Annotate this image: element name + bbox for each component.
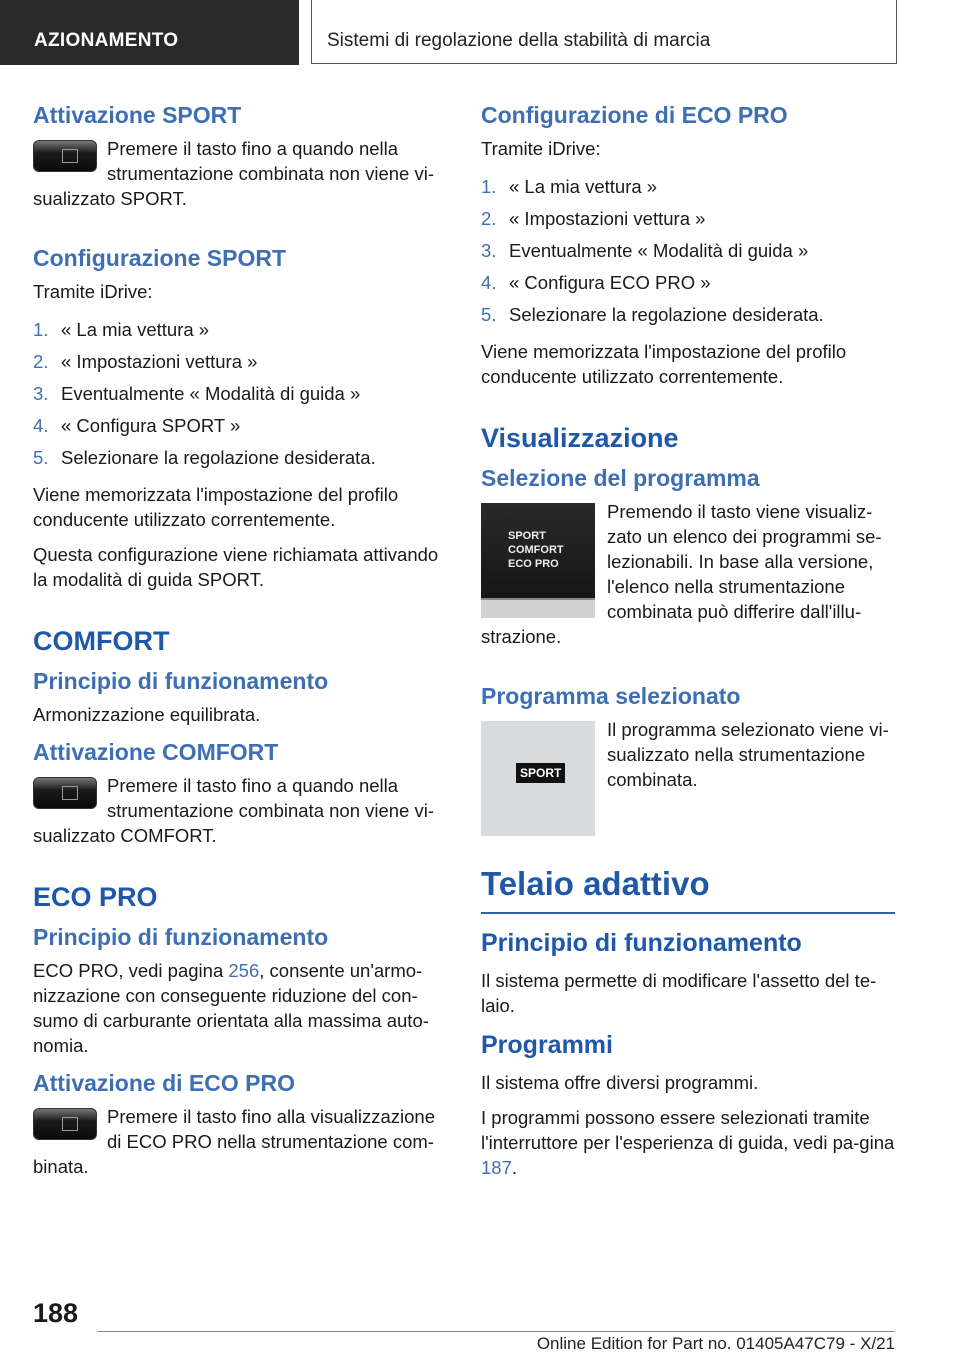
page-link-256[interactable]: 256 xyxy=(228,960,260,981)
page-link-187[interactable]: 187 xyxy=(481,1157,512,1178)
list-item: 2. « Impostazioni vettura » xyxy=(481,208,706,229)
left-column xyxy=(33,100,447,1189)
prog-sel-text: Il programma selezionato viene vi-sualizzato nella strumentazione combinata. xyxy=(607,719,889,790)
att-eco-text: Premere il tasto fino alla visualizzazione di ECO PRO nella strumentazione com-binata. xyxy=(33,1106,436,1177)
att-sport-block xyxy=(33,136,447,221)
list-item: 4. « Configura ECO PRO » xyxy=(481,272,711,293)
heading-attivazione-sport: Attivazione SPORT xyxy=(33,102,242,128)
att-comfort-block xyxy=(33,773,447,858)
heading-programmi: Programmi xyxy=(481,1031,613,1059)
heading-eco-pro: ECO PRO xyxy=(33,882,158,912)
via-idrive-text: Tramite iDrive: xyxy=(481,138,601,159)
list-item: 5. Selezionare la regolazione desiderata. xyxy=(481,304,824,325)
list-item: 5. Selezionare la regolazione desiderata. xyxy=(33,447,376,468)
heading-configurazione-sport: Configurazione SPORT xyxy=(33,245,286,271)
heading-attivazione-comfort: Attivazione COMFORT xyxy=(33,739,279,765)
heading-programma-selezionato: Programma selezionato xyxy=(481,683,741,709)
comfort-text: Armonizzazione equilibrata. xyxy=(33,704,261,725)
drive-mode-button-icon xyxy=(33,140,97,172)
telaio-text: Il sistema permette di modificare l'assetto del te-laio. xyxy=(481,970,877,1016)
programmi-text-2: I programmi possono essere selezionati tramite l'interruttore per l'esperienza di guida, vedi pa-gina 187. xyxy=(481,1107,895,1178)
sel-prog-block xyxy=(481,499,895,659)
drive-mode-button-icon xyxy=(33,1108,97,1140)
heading-attivazione-eco: Attivazione di ECO PRO xyxy=(33,1070,295,1096)
recall-text: Questa configurazione viene richiamata attivando la modalità di guida SPORT. xyxy=(33,544,439,590)
programmi-text-1: Il sistema offre diversi programmi. xyxy=(481,1072,759,1093)
list-item: 4. « Configura SPORT » xyxy=(33,415,241,436)
program-menu-image xyxy=(481,503,595,618)
menu-item-eco-pro: ECO PRO xyxy=(508,558,559,570)
drive-mode-button-icon xyxy=(33,777,97,809)
sport-tag: SPORT xyxy=(516,763,565,783)
heading-principio-eco: Principio di funzionamento xyxy=(33,924,329,950)
att-comfort-text: Premere il tasto fino a quando nella strumentazione combinata non viene vi-sualizzato COMFORT. xyxy=(33,775,435,846)
eco-steps-list xyxy=(481,171,895,331)
menu-item-comfort: COMFORT xyxy=(508,544,564,556)
sport-steps-list xyxy=(33,314,447,474)
list-item: 1. « La mia vettura » xyxy=(481,176,658,197)
footer-divider xyxy=(97,1331,895,1332)
heading-principio-comfort: Principio di funzionamento xyxy=(33,668,329,694)
list-item: 2. « Impostazioni vettura » xyxy=(33,351,258,372)
page-number: 188 xyxy=(33,1298,79,1328)
memo-text: Viene memorizzata l'impostazione del profilo conducente utilizzato correntemente. xyxy=(33,484,399,530)
list-item: 3. Eventualmente « Modalità di guida » xyxy=(33,383,361,404)
header-section xyxy=(0,0,299,65)
heading-telaio-adattivo: Telaio adattivo xyxy=(481,862,895,914)
att-eco-block xyxy=(33,1104,447,1189)
header-title-box xyxy=(311,0,897,64)
eco-text: ECO PRO, vedi pagina 256, consente un'armo-nizzazione con conseguente riduzione del con-sumo di carburante orientata alla massima auto-nomia. xyxy=(33,960,429,1056)
sel-prog-text: Premendo il tasto viene visualiz-zato un elenco dei programmi se-lezionabili. In base alla versione, l'elenco nella strumentazione combinata può differire dall'illu-strazione. xyxy=(481,501,882,647)
right-column xyxy=(481,100,895,1190)
heading-selezione-programma: Selezione del programma xyxy=(481,465,760,491)
header-section-label: AZIONAMENTO xyxy=(34,30,179,51)
list-item: 1. « La mia vettura » xyxy=(33,319,210,340)
list-item: 3. Eventualmente « Modalità di guida » xyxy=(481,240,809,261)
menu-item-sport: SPORT xyxy=(508,530,546,542)
memo-text: Viene memorizzata l'impostazione del profilo conducente utilizzato correntemente. xyxy=(481,341,847,387)
prog-sel-block xyxy=(481,717,895,840)
header-title: Sistemi di regolazione della stabilità di marcia xyxy=(327,30,711,51)
heading-principio-telaio: Principio di funzionamento xyxy=(481,929,802,957)
selected-program-image xyxy=(481,721,595,836)
att-sport-text: Premere il tasto fino a quando nella strumentazione combinata non viene vi-sualizzato SPORT. xyxy=(33,138,435,209)
heading-configurazione-eco: Configurazione di ECO PRO xyxy=(481,102,788,128)
footer-edition: Online Edition for Part no. 01405A47C79 - X/21 xyxy=(536,1334,895,1353)
heading-comfort: COMFORT xyxy=(33,626,170,656)
heading-visualizzazione: Visualizzazione xyxy=(481,423,679,453)
via-idrive-text: Tramite iDrive: xyxy=(33,281,153,302)
